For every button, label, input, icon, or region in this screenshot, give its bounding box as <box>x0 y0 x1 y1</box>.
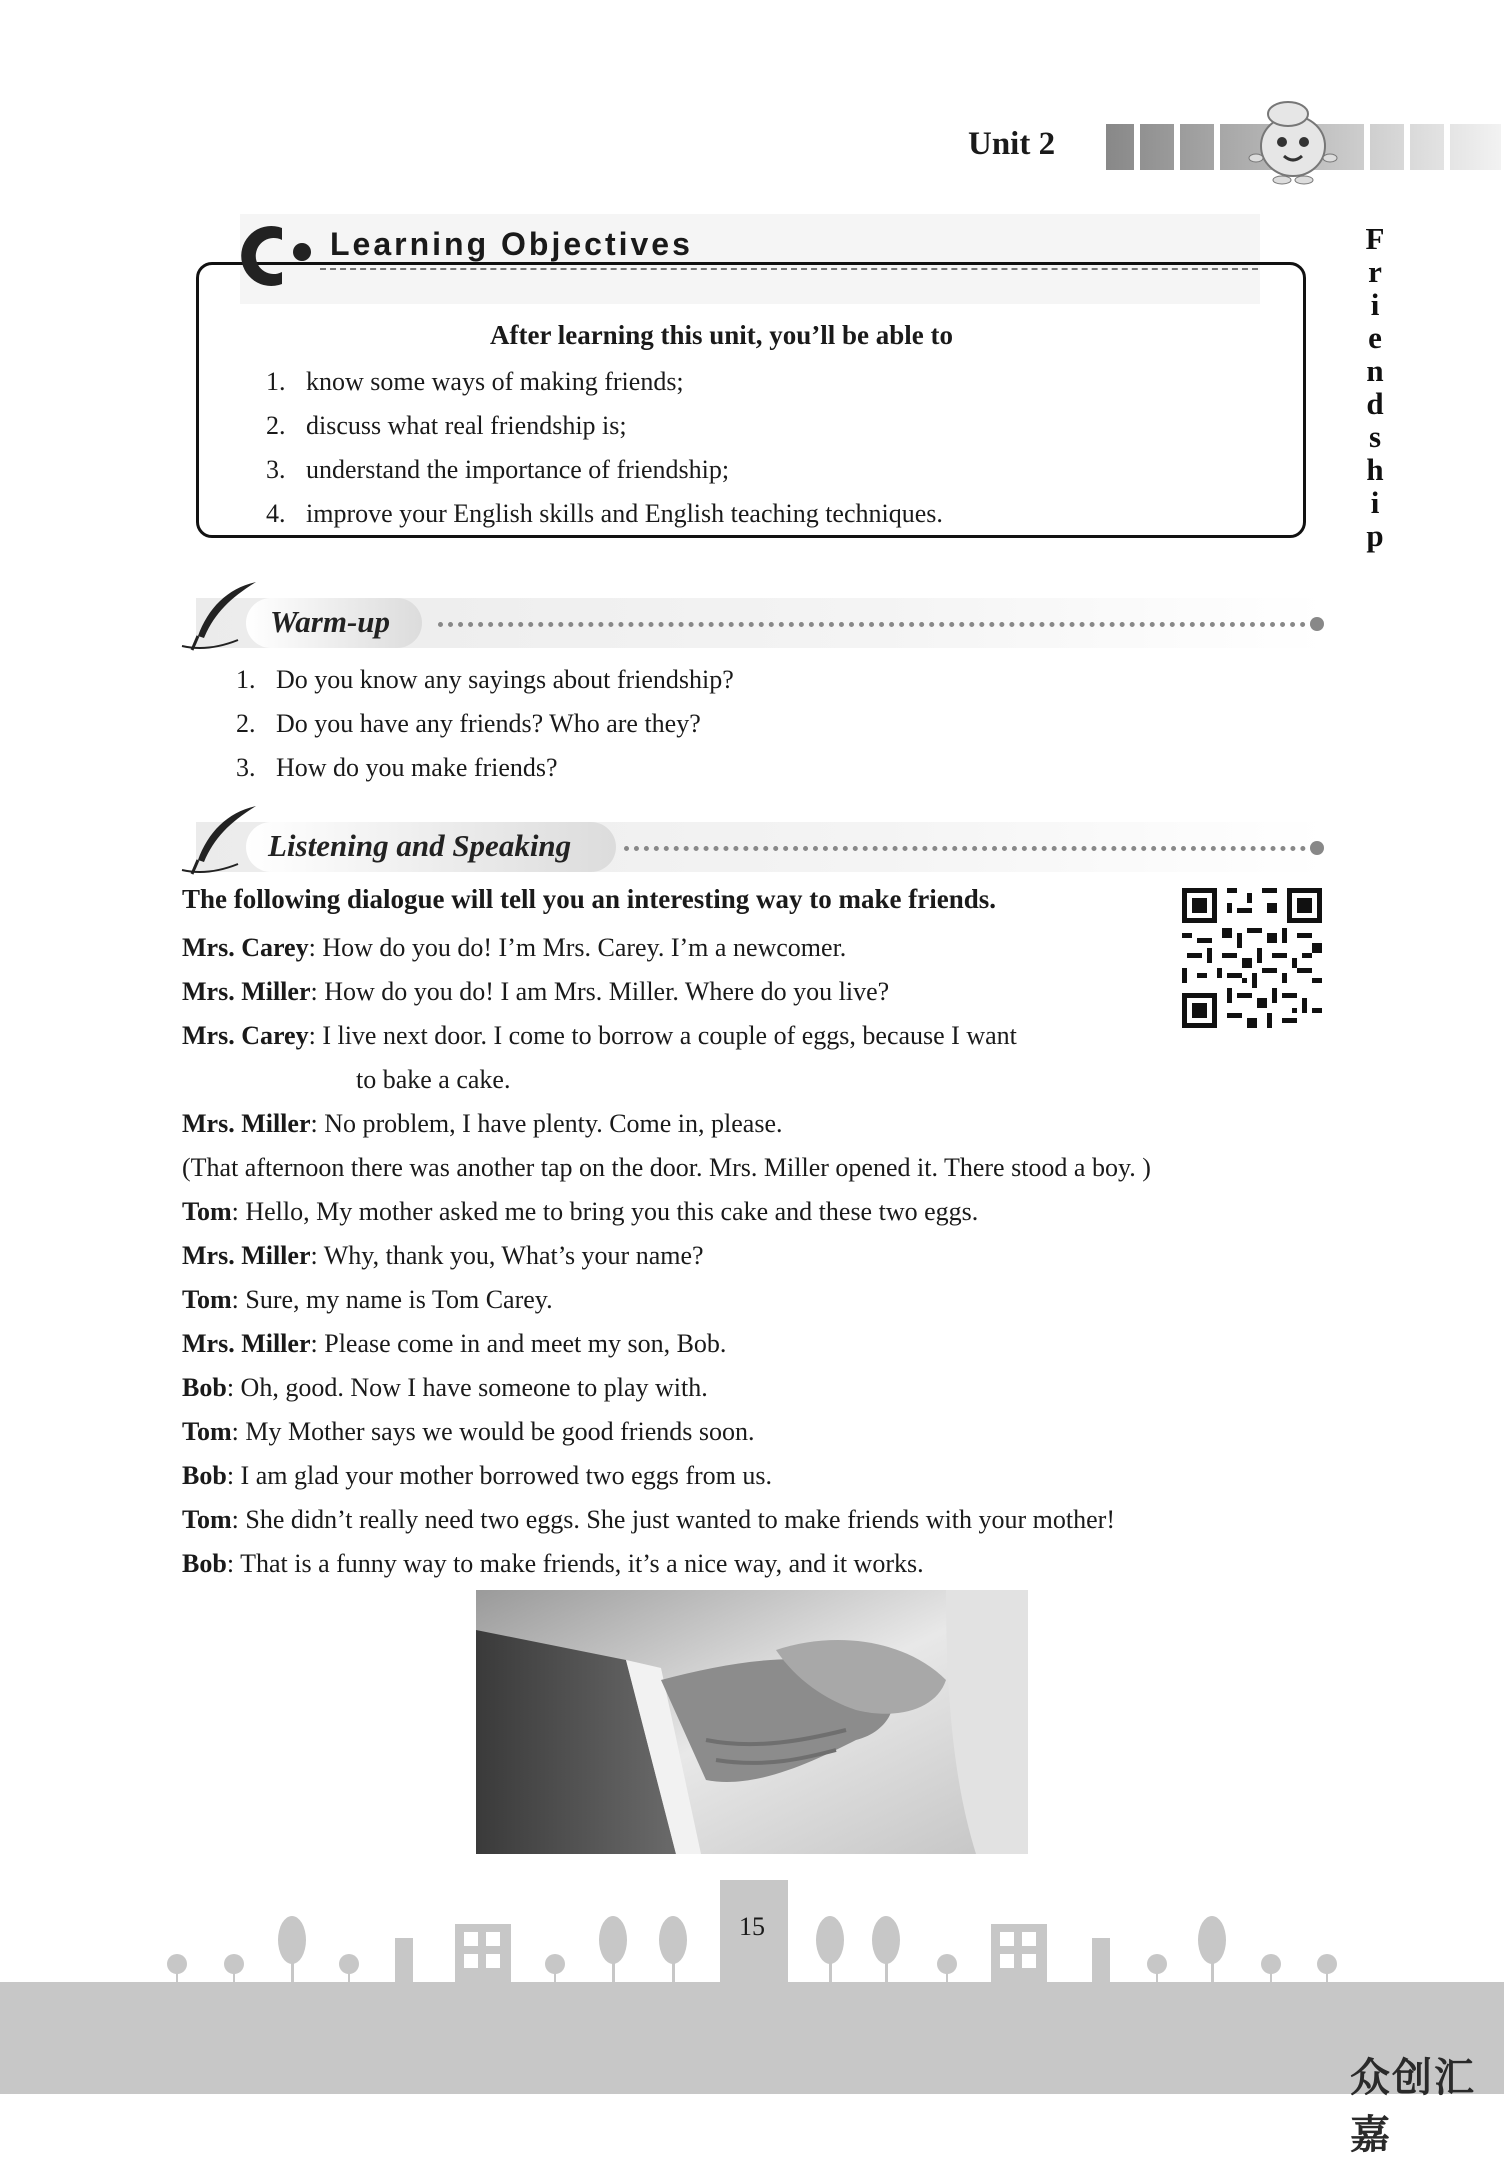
speaker-separator: : <box>231 1417 239 1446</box>
speaker-name: Mrs. Carey <box>182 1021 309 1050</box>
dialogue-line <box>182 1454 1322 1498</box>
line-text: That is a funny way to make friends, it’s a nice way, and it works. <box>234 1549 924 1578</box>
list-item <box>236 702 734 746</box>
dialogue-line <box>182 1014 1322 1058</box>
speaker-name: Bob <box>182 1549 227 1578</box>
warmup-title: Warm-up <box>270 604 391 639</box>
side-title-letter: F <box>1365 221 1385 256</box>
speaker-separator: : <box>310 1329 318 1358</box>
objectives-divider <box>320 268 1258 270</box>
warmup-list <box>236 658 734 790</box>
line-text: (That afternoon there was another tap on the door. Mrs. Miller opened it. There stood a boy. ) <box>182 1153 1151 1182</box>
speaker-name: Mrs. Miller <box>182 1241 311 1270</box>
speaker-name: Mrs. Miller <box>182 977 311 1006</box>
page-number: 15 <box>739 1912 765 1941</box>
speaker-name: Mrs. Carey <box>182 933 309 962</box>
speaker-name: Tom <box>182 1417 232 1446</box>
side-title-letter: d <box>1366 386 1384 421</box>
narration-line <box>182 1146 1322 1190</box>
speaker-separator: : <box>310 1241 318 1270</box>
dialogue-line <box>182 1190 1322 1234</box>
item-number: 2. <box>266 411 286 440</box>
side-title-friendship <box>1355 222 1395 552</box>
line-text: Why, thank you, What’s your name? <box>317 1241 704 1270</box>
line-text: Oh, good. Now I have someone to play with. <box>234 1373 708 1402</box>
line-text: How do you do! I’m Mrs. Carey. I’m a newcomer. <box>315 933 847 962</box>
listening-rule-end-dot <box>1310 841 1324 855</box>
item-text: know some ways of making friends; <box>306 367 684 396</box>
listening-dotted-rule <box>624 846 1316 851</box>
dialogue-line <box>182 1366 1322 1410</box>
line-text: No problem, I have plenty. Come in, please. <box>317 1109 783 1138</box>
line-text: Sure, my name is Tom Carey. <box>238 1285 553 1314</box>
side-title-letter: p <box>1366 518 1384 553</box>
speaker-separator: : <box>231 1197 239 1226</box>
speaker-separator: : <box>310 1109 318 1138</box>
speaker-name: Bob <box>182 1461 227 1490</box>
item-number: 3. <box>266 455 286 484</box>
dialogue-line <box>182 970 1322 1014</box>
speaker-name: Bob <box>182 1373 227 1402</box>
objectives-title: Learning Objectives <box>330 226 693 262</box>
line-text: to bake a cake. <box>356 1065 511 1094</box>
item-text: Do you know any sayings about friendship? <box>276 665 734 694</box>
line-text: I am glad your mother borrowed two eggs from us. <box>234 1461 772 1490</box>
item-number: 4. <box>266 499 286 528</box>
line-text: How do you do! I am Mrs. Miller. Where do you live? <box>317 977 890 1006</box>
speaker-name: Tom <box>182 1505 232 1534</box>
warmup-rule-end-dot <box>1310 617 1324 631</box>
watermark: 众创汇嘉 <box>1350 2055 1476 2158</box>
item-text: discuss what real friendship is; <box>306 411 627 440</box>
line-text: I live next door. I come to borrow a couple of eggs, because I want <box>315 1021 1017 1050</box>
list-item <box>236 746 734 790</box>
speaker-separator: : <box>226 1461 235 1490</box>
dialogue-line <box>182 1278 1322 1322</box>
side-title-letter: s <box>1368 419 1382 454</box>
speaker-separator: : <box>226 1373 235 1402</box>
line-text: Please come in and meet my son, Bob. <box>317 1329 727 1358</box>
dialogue-line-continuation <box>182 1058 1322 1102</box>
side-title-letter: e <box>1368 320 1382 355</box>
objectives-logo-icon <box>238 222 318 290</box>
dialogue-line <box>182 1234 1322 1278</box>
list-item <box>266 448 943 492</box>
listening-intro: The following dialogue will tell you an interesting way to make friends. <box>182 884 997 914</box>
line-text: She didn’t really need two eggs. She just wanted to make friends with your mother! <box>238 1505 1115 1534</box>
speaker-separator: : <box>231 1505 239 1534</box>
side-title-letter: i <box>1370 287 1380 322</box>
item-text: How do you make friends? <box>276 753 558 782</box>
item-text: Do you have any friends? Who are they? <box>276 709 701 738</box>
list-item <box>266 360 943 404</box>
speaker-separator: : <box>310 977 318 1006</box>
dialogue-line <box>182 1102 1322 1146</box>
dialogue <box>182 926 1322 1586</box>
speaker-name: Tom <box>182 1197 232 1226</box>
dialogue-line <box>182 926 1322 970</box>
speaker-separator: : <box>308 1021 316 1050</box>
list-item <box>266 492 943 536</box>
speaker-name: Mrs. Miller <box>182 1109 311 1138</box>
speaker-separator: : <box>226 1549 235 1578</box>
objectives-list <box>266 360 943 536</box>
item-text: improve your English skills and English teaching techniques. <box>306 499 943 528</box>
warmup-dotted-rule <box>438 622 1316 627</box>
list-item <box>266 404 943 448</box>
speaker-separator: : <box>231 1285 239 1314</box>
dialogue-line <box>182 1410 1322 1454</box>
quill-icon <box>178 804 260 876</box>
mascot-icon <box>1248 96 1338 186</box>
listening-title: Listening and Speaking <box>268 828 572 863</box>
line-text: My Mother says we would be good friends soon. <box>238 1417 755 1446</box>
objectives-intro: After learning this unit, you’ll be able to <box>490 320 954 350</box>
item-number: 1. <box>236 665 256 694</box>
quill-icon <box>178 580 260 652</box>
side-title-letter: n <box>1366 353 1384 388</box>
item-text: understand the importance of friendship; <box>306 455 730 484</box>
item-number: 1. <box>266 367 286 396</box>
side-title-letter: i <box>1370 485 1380 520</box>
handshake-photo <box>476 1590 1028 1854</box>
dialogue-line <box>182 1322 1322 1366</box>
line-text: Hello, My mother asked me to bring you this cake and these two eggs. <box>238 1197 979 1226</box>
item-number: 2. <box>236 709 256 738</box>
list-item <box>236 658 734 702</box>
speaker-name: Mrs. Miller <box>182 1329 311 1358</box>
dialogue-line <box>182 1542 1322 1586</box>
item-number: 3. <box>236 753 256 782</box>
dialogue-line <box>182 1498 1322 1542</box>
unit-title: Unit 2 <box>968 126 1056 162</box>
speaker-separator: : <box>308 933 316 962</box>
speaker-name: Tom <box>182 1285 232 1314</box>
side-title-letter: r <box>1368 254 1382 289</box>
side-title-letter: h <box>1366 452 1384 487</box>
